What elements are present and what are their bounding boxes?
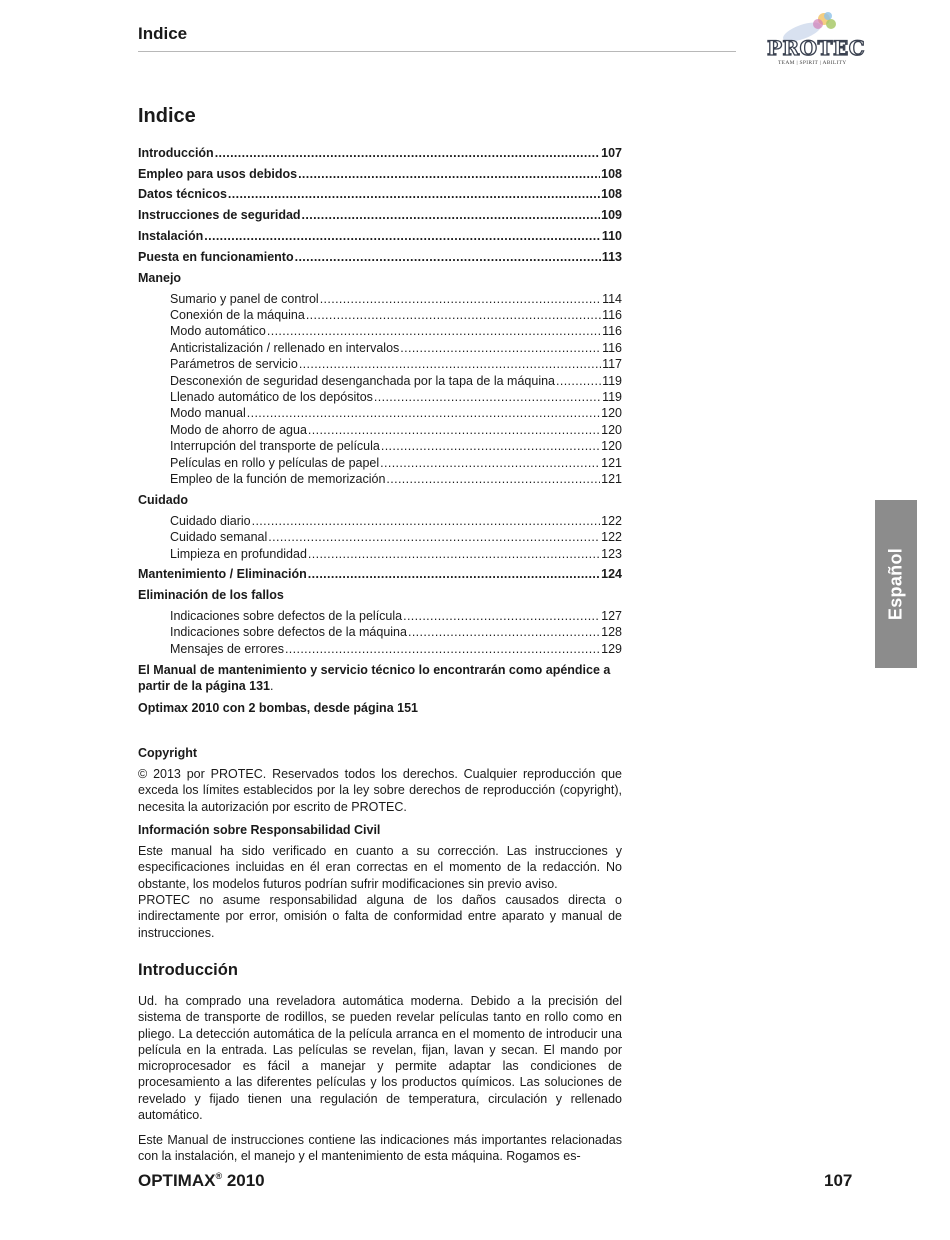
toc-label: Mantenimiento / Eliminación: [138, 567, 307, 581]
toc-leader: [386, 472, 600, 486]
copyright-heading: Copyright: [138, 746, 198, 760]
toc-entry[interactable]: [138, 229, 622, 243]
toc-label: Limpieza en profundidad: [170, 547, 307, 561]
toc-page: 108: [601, 187, 622, 201]
toc-subentry[interactable]: [170, 390, 622, 404]
toc-page: 128: [601, 625, 622, 639]
toc-leader: [204, 229, 601, 243]
toc-leader: [408, 625, 600, 639]
toc-leader: [268, 530, 600, 544]
toc-page: 124: [601, 567, 622, 581]
language-tab-label: Español: [885, 547, 906, 621]
toc-page: 108: [601, 167, 622, 181]
toc-page: 121: [601, 472, 622, 486]
liability-text-2: PROTEC no asume responsabilidad alguna de los daños causados directa o indirectamente por error, omisión o falta de conformidad entre aparato y manual de instrucciones.: [138, 893, 622, 940]
toc-label: Datos técnicos: [138, 187, 227, 201]
toc-page: 116: [602, 308, 622, 322]
toc-page: 116: [602, 324, 622, 338]
toc-subentry[interactable]: [170, 514, 622, 528]
toc-subentry[interactable]: [170, 341, 622, 355]
toc-label: Empleo de la función de memorización: [170, 472, 386, 486]
toc-page: 119: [602, 374, 622, 388]
footer-model: 2010: [222, 1171, 265, 1190]
footer-product-name: OPTIMAX: [138, 1171, 216, 1190]
toc-leader: [320, 292, 601, 306]
toc-label: Anticristalización / rellenado en intervalos: [170, 341, 400, 355]
toc-leader: [308, 567, 600, 581]
toc-section-heading: Manejo: [138, 271, 182, 285]
toc-entry[interactable]: [138, 187, 622, 201]
toc-label: Mensajes de errores: [170, 642, 284, 656]
toc-entry[interactable]: [138, 146, 622, 160]
toc-leader: [228, 187, 600, 201]
toc-section-heading: Cuidado: [138, 493, 188, 507]
toc-leader: [381, 439, 600, 453]
toc-subentry[interactable]: [170, 357, 622, 371]
toc-leader: [556, 374, 601, 388]
toc-leader: [215, 146, 600, 160]
toc-subentry[interactable]: [170, 406, 622, 420]
logo-wordmark: PROTEC: [767, 36, 866, 60]
toc-label: Instalación: [138, 229, 204, 243]
liability-heading: Información sobre Responsabilidad Civil: [138, 823, 381, 837]
toc-page: 121: [601, 456, 622, 470]
toc-subentry[interactable]: [170, 625, 622, 639]
toc-entry[interactable]: [138, 567, 622, 581]
toc-leader: [285, 642, 600, 656]
toc-subentry[interactable]: [170, 642, 622, 656]
toc-leader: [247, 406, 600, 420]
protec-logo: [764, 10, 866, 68]
toc-label: Introducción: [138, 146, 214, 160]
toc-leader: [380, 456, 600, 470]
optimax-pumps-note: Optimax 2010 con 2 bombas, desde página 151: [138, 701, 418, 715]
toc-subentry[interactable]: [170, 609, 622, 623]
toc-leader: [302, 208, 601, 222]
toc-page: 113: [601, 250, 622, 264]
toc-label: Interrupción del transporte de película: [170, 439, 380, 453]
toc-leader: [306, 308, 601, 322]
toc-page: 110: [601, 229, 622, 243]
intro-heading: Introducción: [138, 961, 238, 979]
toc-label: Modo manual: [170, 406, 246, 420]
toc-subentry[interactable]: [170, 308, 622, 322]
intro-paragraph: Ud. ha comprado una reveladora automática moderna. Debido a la precisión del sistema de transporte de rodillos, se pueden revelar películas tanto en rollo como en pliego. La detección automática de la película arranca en el momento de introducir una película en la entrada. Las películas se revelan, fijan, lavan y secan. El mando por microprocesador es fácil a manejar y permite adaptar las condiciones de procesamiento a las diferentes películas y los productos químicos. Las soluciones de revelado y fijado tienen una regulación de temperatura, circulación y rellenado automático.: [138, 994, 622, 1123]
toc-label: Conexión de la máquina: [170, 308, 305, 322]
toc-subentry[interactable]: [170, 324, 622, 338]
toc-entry[interactable]: [138, 167, 622, 181]
toc-leader: [400, 341, 601, 355]
toc-label: Parámetros de servicio: [170, 357, 298, 371]
toc-subentry[interactable]: [170, 472, 622, 486]
toc-page: 127: [601, 609, 622, 623]
toc-page: 116: [602, 341, 622, 355]
toc-page: 120: [601, 406, 622, 420]
toc-page: 122: [601, 514, 622, 528]
toc-subentry[interactable]: [170, 547, 622, 561]
toc-page: 120: [601, 439, 622, 453]
toc-label: Indicaciones sobre defectos de la película: [170, 609, 403, 623]
toc-page: 114: [602, 292, 622, 306]
language-tab[interactable]: [875, 500, 917, 668]
header-divider: [138, 51, 736, 52]
toc-subentry[interactable]: [170, 530, 622, 544]
toc-section-heading: Eliminación de los fallos: [138, 588, 284, 602]
toc-label: Desconexión de seguridad desenganchada por la tapa de la máquina: [170, 374, 556, 388]
toc-label: Cuidado semanal: [170, 530, 268, 544]
logo-tagline: TEAM | SPIRIT | ABILITY: [778, 60, 847, 66]
toc-subentry[interactable]: [170, 292, 622, 306]
toc-page: 107: [601, 146, 622, 160]
toc-page: 117: [602, 357, 622, 371]
toc-label: Indicaciones sobre defectos de la máquina: [170, 625, 407, 639]
toc-label: Películas en rollo y películas de papel: [170, 456, 380, 470]
toc-label: Cuidado diario: [170, 514, 251, 528]
page-title: Indice: [138, 105, 196, 127]
header-title: Indice: [138, 24, 188, 43]
toc-subentry[interactable]: [170, 439, 622, 453]
toc-subentry[interactable]: [170, 423, 622, 437]
toc-page: 109: [601, 208, 622, 222]
toc-leader: [298, 167, 600, 181]
toc-page: 119: [602, 390, 622, 404]
toc-leader: [374, 390, 601, 404]
toc-entry[interactable]: [138, 208, 622, 222]
toc-page: 123: [601, 547, 622, 561]
registered-mark: ®: [215, 1171, 223, 1181]
toc-label: Instrucciones de seguridad: [138, 208, 301, 222]
liability-text: Este manual ha sido verificado en cuanto a su corrección. Las instrucciones y especificaciones incluidas en él eran correctas en el momento de la redacción. No obstante, los modelos futuros podrían sufrir modificaciones sin previo aviso.: [138, 844, 622, 891]
toc-subentry[interactable]: [170, 456, 622, 470]
toc-entry[interactable]: [138, 250, 622, 264]
toc-leader: [252, 514, 601, 528]
service-manual-text: El Manual de mantenimiento y servicio técnico lo encontrarán como apéndice a partir de la página 131: [138, 663, 611, 694]
copyright-text: © 2013 por PROTEC. Reservados todos los derechos. Cualquier reproducción que exceda los límites establecidos por la ley sobre derechos de reproducción (copyright), necesita la autorización por escrito de PROTEC.: [138, 767, 622, 814]
toc-label: Puesta en funcionamiento: [138, 250, 294, 264]
intro-paragraph-2: Este Manual de instrucciones contiene las indicaciones más importantes relacionadas con la instalación, el manejo y el mantenimiento de esta máquina. Rogamos es-: [138, 1133, 622, 1164]
service-manual-note: [138, 662, 622, 695]
toc-page: 120: [601, 423, 622, 437]
toc-leader: [308, 423, 600, 437]
toc-leader: [299, 357, 601, 371]
toc-leader: [403, 609, 600, 623]
toc-label: Modo automático: [170, 324, 266, 338]
footer-product: [138, 1171, 265, 1191]
toc-label: Llenado automático de los depósitos: [170, 390, 373, 404]
toc-leader: [295, 250, 601, 264]
toc-label: Empleo para usos debidos: [138, 167, 298, 181]
toc-leader: [308, 547, 600, 561]
page-number: 107: [824, 1171, 853, 1190]
toc-subentry[interactable]: [170, 374, 622, 388]
toc-label: Sumario y panel de control: [170, 292, 319, 306]
toc-page: 129: [601, 642, 622, 656]
toc-leader: [267, 324, 601, 338]
toc-page: 122: [601, 530, 622, 544]
service-manual-period: .: [270, 679, 274, 694]
toc-label: Modo de ahorro de agua: [170, 423, 307, 437]
